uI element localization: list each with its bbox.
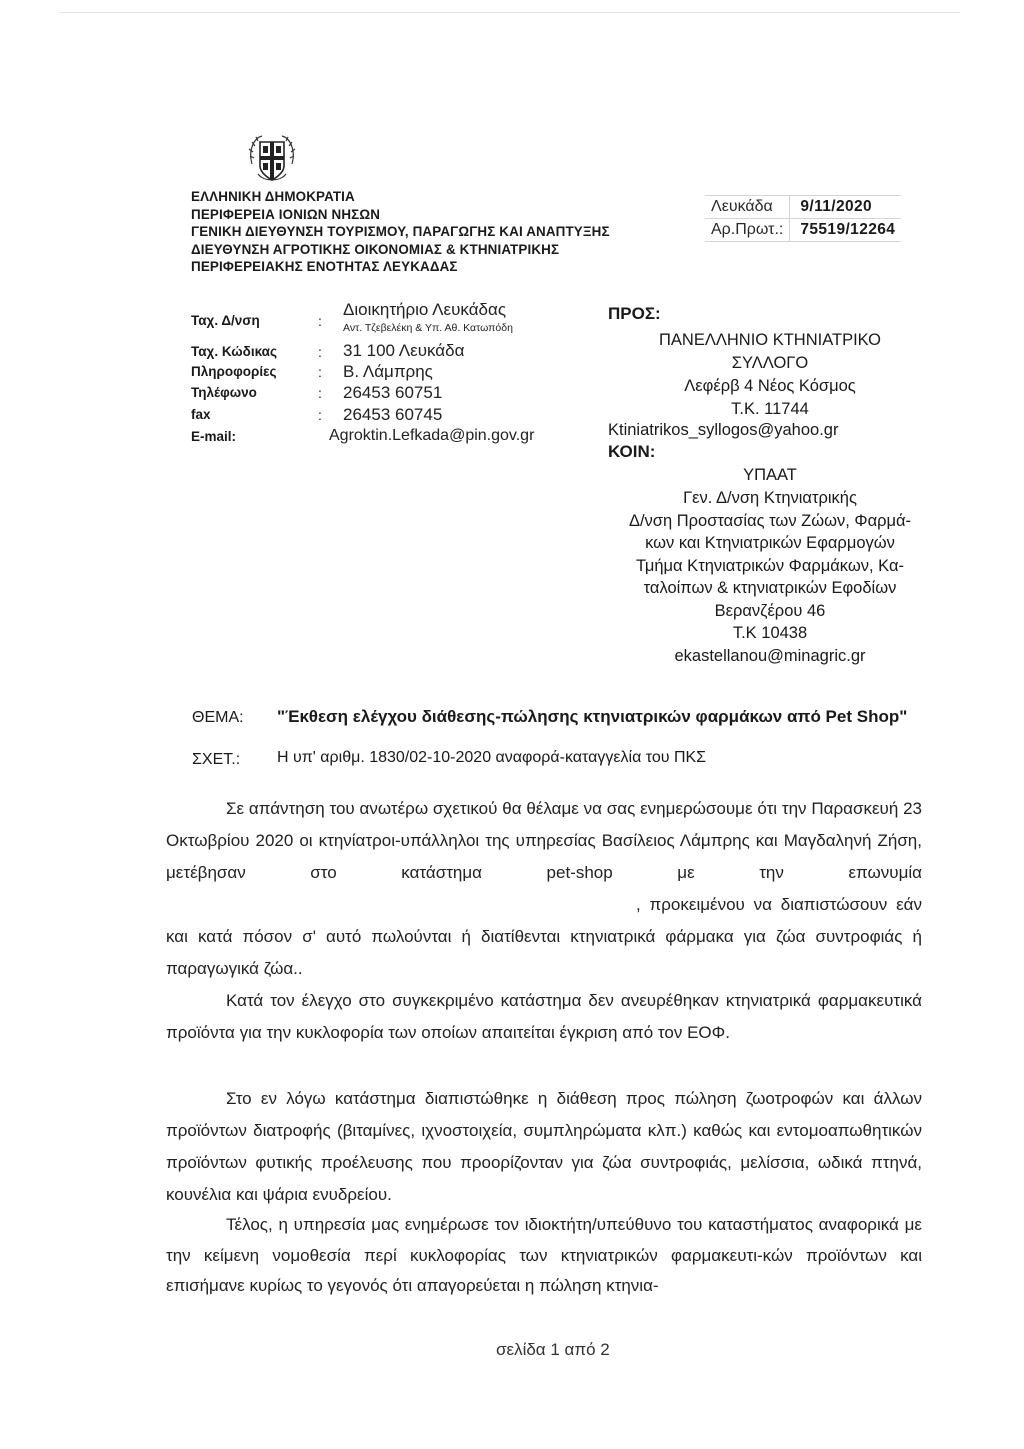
cc-line: Δ/νση Προστασίας των Ζώων, Φαρμά- (628, 512, 912, 530)
to-line: Τ.Κ. 11744 (731, 400, 809, 418)
paragraph-text: , προκειμένου να διαπιστώσουν εάν και κατά πόσον σ' αυτό πωλούνται ή διατίθενται κτηνιατρικά φάρμακα για ζώα συντροφιάς ή παραγωγικά ζώα.. (166, 895, 922, 978)
colon: : (318, 407, 322, 423)
to-line: ΣΥΛΛΟΓΟ (731, 354, 809, 372)
paragraph-text: Στο εν λόγω κατάστημα διαπιστώθηκε η διάθεση προς πώληση ζωοτροφών και άλλων προϊόντων διατροφής (βιταμίνες, ιχνοστοιχεία, συμπληρώματα κλπ.) καθώς και εντομοαπωθητικών προϊόντων φυτικής προέλευσης που προορίζονταν για ζώα συντροφιάς, μελίσσια, ωδικά πτηνά, κουνέλια και ψάρια ενυδρείου. (166, 1089, 922, 1204)
protocol-number: 75519/12264 (790, 219, 901, 242)
reference-label: ΣΧΕΤ.: (192, 751, 241, 768)
to-line: Λεφέρβ 4 Νέος Κόσμος (684, 377, 856, 395)
body-paragraph-2 (166, 985, 922, 1049)
org-line: ΕΛΛΗΝΙΚΗ ΔΗΜΟΚΡΑΤΙΑ (191, 189, 355, 204)
org-line: ΠΕΡΙΦΕΡΕΙΑ ΙΟΝΙΩΝ ΝΗΣΩΝ (191, 206, 381, 222)
email-label: E-mail: (191, 429, 237, 444)
info-value: Β. Λάμπρης (343, 362, 433, 381)
fax-value: 26453 60745 (343, 405, 443, 424)
document-date: 9/11/2020 (790, 196, 901, 219)
colon: : (318, 385, 322, 401)
paragraph-text: Κατά τον έλεγχο στο συγκεκριμένο κατάστημα δεν ανευρέθηκαν κτηνιατρικά φαρμακευτικά προϊόντα για την κυκλοφορία των οποίων απαιτείται έγκριση από τον ΕΟΦ. (166, 991, 922, 1042)
colon: : (318, 344, 322, 360)
greek-emblem-icon (240, 128, 304, 192)
subject-label: ΘΕΜΑ: (192, 709, 244, 726)
address-sub: Αντ. Τζεβελέκη & Υπ. Αθ. Κατωπόδη (343, 322, 513, 334)
postcode-value: 31 100 Λευκάδα (343, 341, 465, 360)
cc-line: Γεν. Δ/νση Κτηνιατρικής (683, 489, 857, 507)
cc-line: Τμήμα Κτηνιατρικών Φαρμάκων, Κα- (636, 557, 904, 575)
body-paragraph-1 (166, 793, 922, 985)
email-value: Agroktin.Lefkada@pin.gov.gr (329, 427, 535, 444)
body-paragraph-3 (166, 1083, 922, 1211)
issuing-authority (191, 188, 610, 276)
org-line: ΠΕΡΙΦΕΡΕΙΑΚΗΣ ΕΝΟΤΗΤΑΣ ΛΕΥΚΑΔΑΣ (191, 259, 458, 275)
protocol-label: Αρ.Πρωτ.: (705, 219, 790, 242)
colon: : (318, 313, 322, 329)
cc-email: ekastellanou@minagric.gr (674, 647, 866, 665)
subject-text: "Έκθεση ελέγχου διάθεσης-πώλησης κτηνιατρικών φαρμάκων από Pet Shop" (277, 707, 908, 726)
cc-line: Τ.Κ 10438 (732, 624, 808, 642)
colon: : (318, 364, 322, 380)
to-email: Ktiniatrikos_syllogos@yahoo.gr (608, 421, 839, 439)
reference-text: Η υπ' αριθμ. 1830/02-10-2020 αναφορά-καταγγελία του ΠΚΣ (277, 749, 707, 766)
place-label: Λευκάδα (705, 196, 790, 219)
page-number: σελίδα 1 από 2 (496, 1340, 610, 1359)
org-line: ΓΕΝΙΚΗ ΔΙΕΥΘΥΝΣΗ ΤΟΥΡΙΣΜΟΥ, ΠΑΡΑΓΩΓΗΣ ΚΑΙ ΑΝΑΠΤΥΞΗΣ (191, 224, 610, 240)
paragraph-text: Τέλος, η υπηρεσία μας ενημέρωσε τον ιδιοκτήτη/υπεύθυνο του καταστήματος αναφορικά με την κείμενη νομοθεσία περί κυκλοφορίας των κτηνιατρικών φαρμακευτι-κών προϊόντων και επισήμανε κυρίως το γεγονός ότι απαγορεύεται η πώληση κτηνια- (166, 1215, 922, 1295)
address-value: Διοικητήριο Λευκάδας (343, 300, 507, 319)
to-label: ΠΡΟΣ: (608, 304, 661, 323)
info-label: Πληροφορίες (191, 364, 277, 379)
cc-line: ΥΠΑΑΤ (743, 466, 797, 484)
phone-value: 26453 60751 (343, 383, 443, 402)
cc-line: Βερανζέρου 46 (714, 602, 826, 620)
to-line: ΠΑΝΕΛΛΗΝΙΟ ΚΤΗΝΙΑΤΡΙΚΟ (658, 331, 881, 349)
cc-line: ταλοίπων & κτηνιατρικών Εφοδίων (643, 579, 897, 597)
body-paragraph-4 (166, 1210, 922, 1302)
cc-line: κων και Κτηνιατρικών Εφαρμογών (645, 534, 895, 552)
paragraph-text: Σε απάντηση του ανωτέρω σχετικού θα θέλαμε να σας ενημερώσουμε ότι την Παρασκευή 23 Οκτωβρίου 2020 οι κτηνίατροι-υπάλληλοι της υπηρεσίας Βασίλειος Λάμπρης και Μαγδαληνή Ζήση, μετέβησαν στο κατάστημα pet-shop με την επωνυμία (166, 799, 922, 882)
address-label: Ταχ. Δ/νση (191, 313, 260, 328)
cc-label: ΚΟΙΝ: (608, 442, 656, 461)
postcode-label: Ταχ. Κώδικας (191, 344, 277, 359)
top-rule (60, 12, 960, 13)
date-protocol-box (705, 195, 901, 242)
org-line: ΔΙΕΥΘΥΝΣΗ ΑΓΡΟΤΙΚΗΣ ΟΙΚΟΝΟΜΙΑΣ & ΚΤΗΝΙΑΤΡΙΚΗΣ (191, 241, 560, 257)
fax-label: fax (191, 407, 211, 422)
phone-label: Τηλέφωνο (191, 385, 257, 400)
